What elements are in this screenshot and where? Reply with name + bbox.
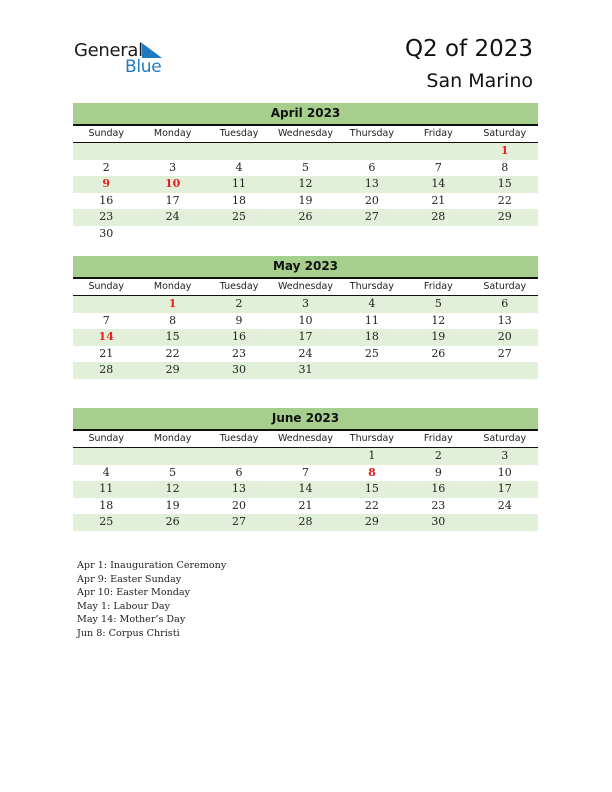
month-title: April 2023	[73, 103, 538, 126]
day-cell: 20	[232, 498, 247, 512]
logo	[74, 40, 174, 80]
day-cell: 24	[497, 498, 512, 512]
week-row	[73, 296, 538, 313]
day-cell: 26	[431, 346, 446, 360]
day-cell: 20	[364, 193, 379, 207]
weekday-label: Saturday	[483, 433, 527, 444]
day-cell: 11	[99, 482, 114, 495]
day-cell	[206, 448, 272, 465]
page-title: Q2 of 2023	[404, 36, 533, 62]
week-row	[73, 329, 538, 346]
day-cell	[73, 143, 139, 160]
day-cell	[272, 448, 338, 465]
day-cell	[139, 448, 205, 465]
day-cell: 4	[102, 465, 110, 479]
weekday-label: Wednesday	[277, 128, 333, 139]
month-title: May 2023	[73, 256, 538, 279]
day-cell: 14	[298, 482, 313, 495]
day-cell: 5	[169, 465, 177, 479]
day-cell: 22	[165, 346, 180, 360]
day-cell: 11	[364, 313, 379, 327]
day-cell: 15	[165, 330, 180, 343]
day-cell: 24	[165, 210, 180, 223]
day-cell: 13	[497, 313, 512, 327]
weekday-header-row	[73, 126, 538, 143]
weekday-label: Friday	[423, 433, 453, 444]
day-cell: 28	[431, 210, 446, 223]
weekday-label: Wednesday	[277, 281, 333, 292]
holiday-item: May 1: Labour Day	[77, 600, 171, 612]
weekday-header-row	[73, 279, 538, 296]
week-row	[73, 346, 538, 363]
day-cell: 8	[501, 160, 509, 174]
day-cell: 18	[364, 330, 379, 343]
day-cell: 1	[168, 297, 177, 310]
logo-triangle-icon	[142, 43, 162, 58]
week-row	[73, 193, 538, 210]
day-cell	[206, 143, 272, 160]
week-row	[73, 160, 538, 177]
week-row	[73, 143, 538, 160]
page-subtitle: San Marino	[426, 70, 533, 92]
day-cell: 12	[165, 482, 180, 495]
day-cell: 9	[235, 313, 243, 327]
day-cell: 6	[368, 160, 376, 174]
holiday-item: Apr 10: Easter Monday	[77, 587, 191, 598]
day-cell: 23	[99, 210, 114, 223]
day-cell: 10	[298, 313, 313, 327]
day-cell: 16	[431, 482, 446, 495]
weekday-label: Saturday	[483, 281, 527, 292]
day-cell: 11	[232, 177, 247, 190]
day-cell: 19	[431, 330, 446, 343]
holiday-item: Apr 1: Inauguration Ceremony	[77, 560, 227, 571]
day-cell: 1	[500, 144, 509, 157]
day-cell: 6	[501, 297, 509, 310]
logo-blue-text: Blue	[125, 57, 162, 77]
day-cell	[206, 226, 272, 243]
day-cell: 27	[364, 210, 379, 223]
day-cell: 7	[301, 465, 309, 479]
day-cell: 3	[501, 449, 509, 462]
day-cell: 30	[431, 515, 446, 528]
day-cell: 27	[497, 346, 512, 360]
weekday-label: Thursday	[349, 128, 394, 139]
day-cell: 16	[232, 330, 247, 343]
day-cell: 2	[434, 449, 442, 462]
day-cell: 1	[368, 449, 376, 462]
weekday-label: Tuesday	[219, 128, 259, 139]
week-row	[73, 514, 538, 531]
week-row	[73, 313, 538, 330]
weekday-label: Sunday	[88, 433, 124, 444]
day-cell: 7	[434, 160, 442, 174]
holiday-item: Apr 9: Easter Sunday	[77, 573, 182, 585]
day-cell	[405, 362, 471, 379]
day-cell: 26	[298, 210, 313, 223]
day-cell: 22	[364, 498, 379, 512]
weekday-label: Monday	[153, 433, 192, 444]
day-cell: 26	[165, 515, 180, 528]
day-cell	[339, 143, 405, 160]
day-cell: 31	[298, 363, 313, 376]
day-cell: 28	[99, 363, 114, 376]
day-cell: 30	[232, 363, 247, 376]
week-row	[73, 176, 538, 193]
day-cell	[139, 226, 205, 243]
day-cell: 3	[169, 160, 177, 174]
holiday-item: Jun 8: Corpus Christi	[77, 627, 180, 639]
day-cell: 17	[497, 482, 512, 495]
day-cell: 13	[232, 482, 247, 495]
day-cell: 7	[102, 313, 110, 327]
day-cell: 23	[431, 498, 446, 512]
day-cell: 22	[497, 193, 512, 207]
weekday-header-row	[73, 431, 538, 448]
day-cell: 21	[431, 193, 446, 207]
day-cell: 21	[298, 498, 313, 512]
week-row	[73, 226, 538, 243]
day-cell: 12	[431, 313, 446, 327]
day-cell: 15	[364, 482, 379, 495]
day-cell: 10	[497, 465, 512, 479]
day-cell: 8	[368, 465, 376, 479]
week-row	[73, 448, 538, 465]
day-cell	[73, 296, 139, 313]
day-cell: 10	[164, 177, 181, 190]
weekday-label: Saturday	[483, 128, 527, 139]
day-cell	[272, 143, 338, 160]
day-cell: 16	[99, 193, 114, 207]
day-cell: 19	[165, 498, 180, 512]
week-row	[73, 209, 538, 226]
day-cell: 18	[99, 498, 114, 512]
weekday-label: Tuesday	[219, 433, 259, 444]
day-cell	[139, 143, 205, 160]
day-cell: 29	[497, 210, 512, 223]
day-cell: 6	[235, 465, 243, 479]
day-cell: 5	[434, 297, 442, 310]
day-cell: 9	[434, 465, 442, 479]
day-cell	[405, 226, 471, 243]
day-cell: 12	[298, 177, 313, 190]
holiday-list	[77, 559, 226, 640]
week-row	[73, 362, 538, 379]
day-cell: 15	[497, 177, 512, 190]
day-cell: 20	[497, 330, 512, 343]
weekday-label: Friday	[423, 281, 453, 292]
day-cell: 18	[232, 193, 247, 207]
day-cell	[472, 362, 538, 379]
day-cell	[339, 362, 405, 379]
weekday-label: Monday	[153, 128, 192, 139]
day-cell: 9	[102, 177, 111, 190]
day-cell: 3	[301, 297, 309, 310]
day-cell: 29	[364, 515, 379, 528]
day-cell: 24	[298, 346, 313, 360]
day-cell: 2	[235, 297, 243, 310]
week-row	[73, 481, 538, 498]
weekday-label: Sunday	[88, 281, 124, 292]
day-cell	[73, 448, 139, 465]
day-cell: 19	[298, 193, 313, 207]
day-cell: 25	[99, 515, 114, 528]
day-cell: 17	[298, 330, 313, 343]
weekday-label: Monday	[153, 281, 192, 292]
weekday-label: Thursday	[349, 433, 394, 444]
holiday-item: May 14: Mother’s Day	[77, 614, 186, 625]
weekday-label: Wednesday	[277, 433, 333, 444]
day-cell: 25	[364, 346, 379, 360]
month-calendar-june	[73, 408, 538, 531]
day-cell	[272, 226, 338, 243]
day-cell	[405, 143, 471, 160]
day-cell: 23	[232, 346, 247, 360]
day-cell: 8	[169, 313, 177, 327]
day-cell: 5	[301, 160, 309, 174]
day-cell: 2	[102, 160, 110, 174]
day-cell: 4	[368, 297, 376, 310]
day-cell: 25	[232, 210, 247, 223]
day-cell	[472, 226, 538, 243]
week-row	[73, 465, 538, 482]
day-cell: 27	[232, 515, 247, 528]
day-cell: 14	[431, 177, 446, 190]
weekday-label: Tuesday	[219, 281, 259, 292]
day-cell: 13	[364, 177, 379, 190]
day-cell: 30	[99, 226, 114, 240]
day-cell: 14	[98, 330, 114, 343]
day-cell	[472, 514, 538, 531]
day-cell: 28	[298, 515, 313, 528]
month-calendar-april	[73, 103, 538, 242]
day-cell: 21	[99, 346, 114, 360]
weekday-label: Friday	[423, 128, 453, 139]
logo-general-text: General	[74, 40, 143, 61]
week-row	[73, 498, 538, 515]
weekday-label: Sunday	[88, 128, 124, 139]
day-cell: 17	[165, 193, 180, 207]
day-cell: 4	[235, 160, 243, 174]
day-cell: 29	[165, 363, 180, 376]
month-calendar-may	[73, 256, 538, 379]
day-cell	[339, 226, 405, 243]
weekday-label: Thursday	[349, 281, 394, 292]
month-title: June 2023	[73, 408, 538, 431]
